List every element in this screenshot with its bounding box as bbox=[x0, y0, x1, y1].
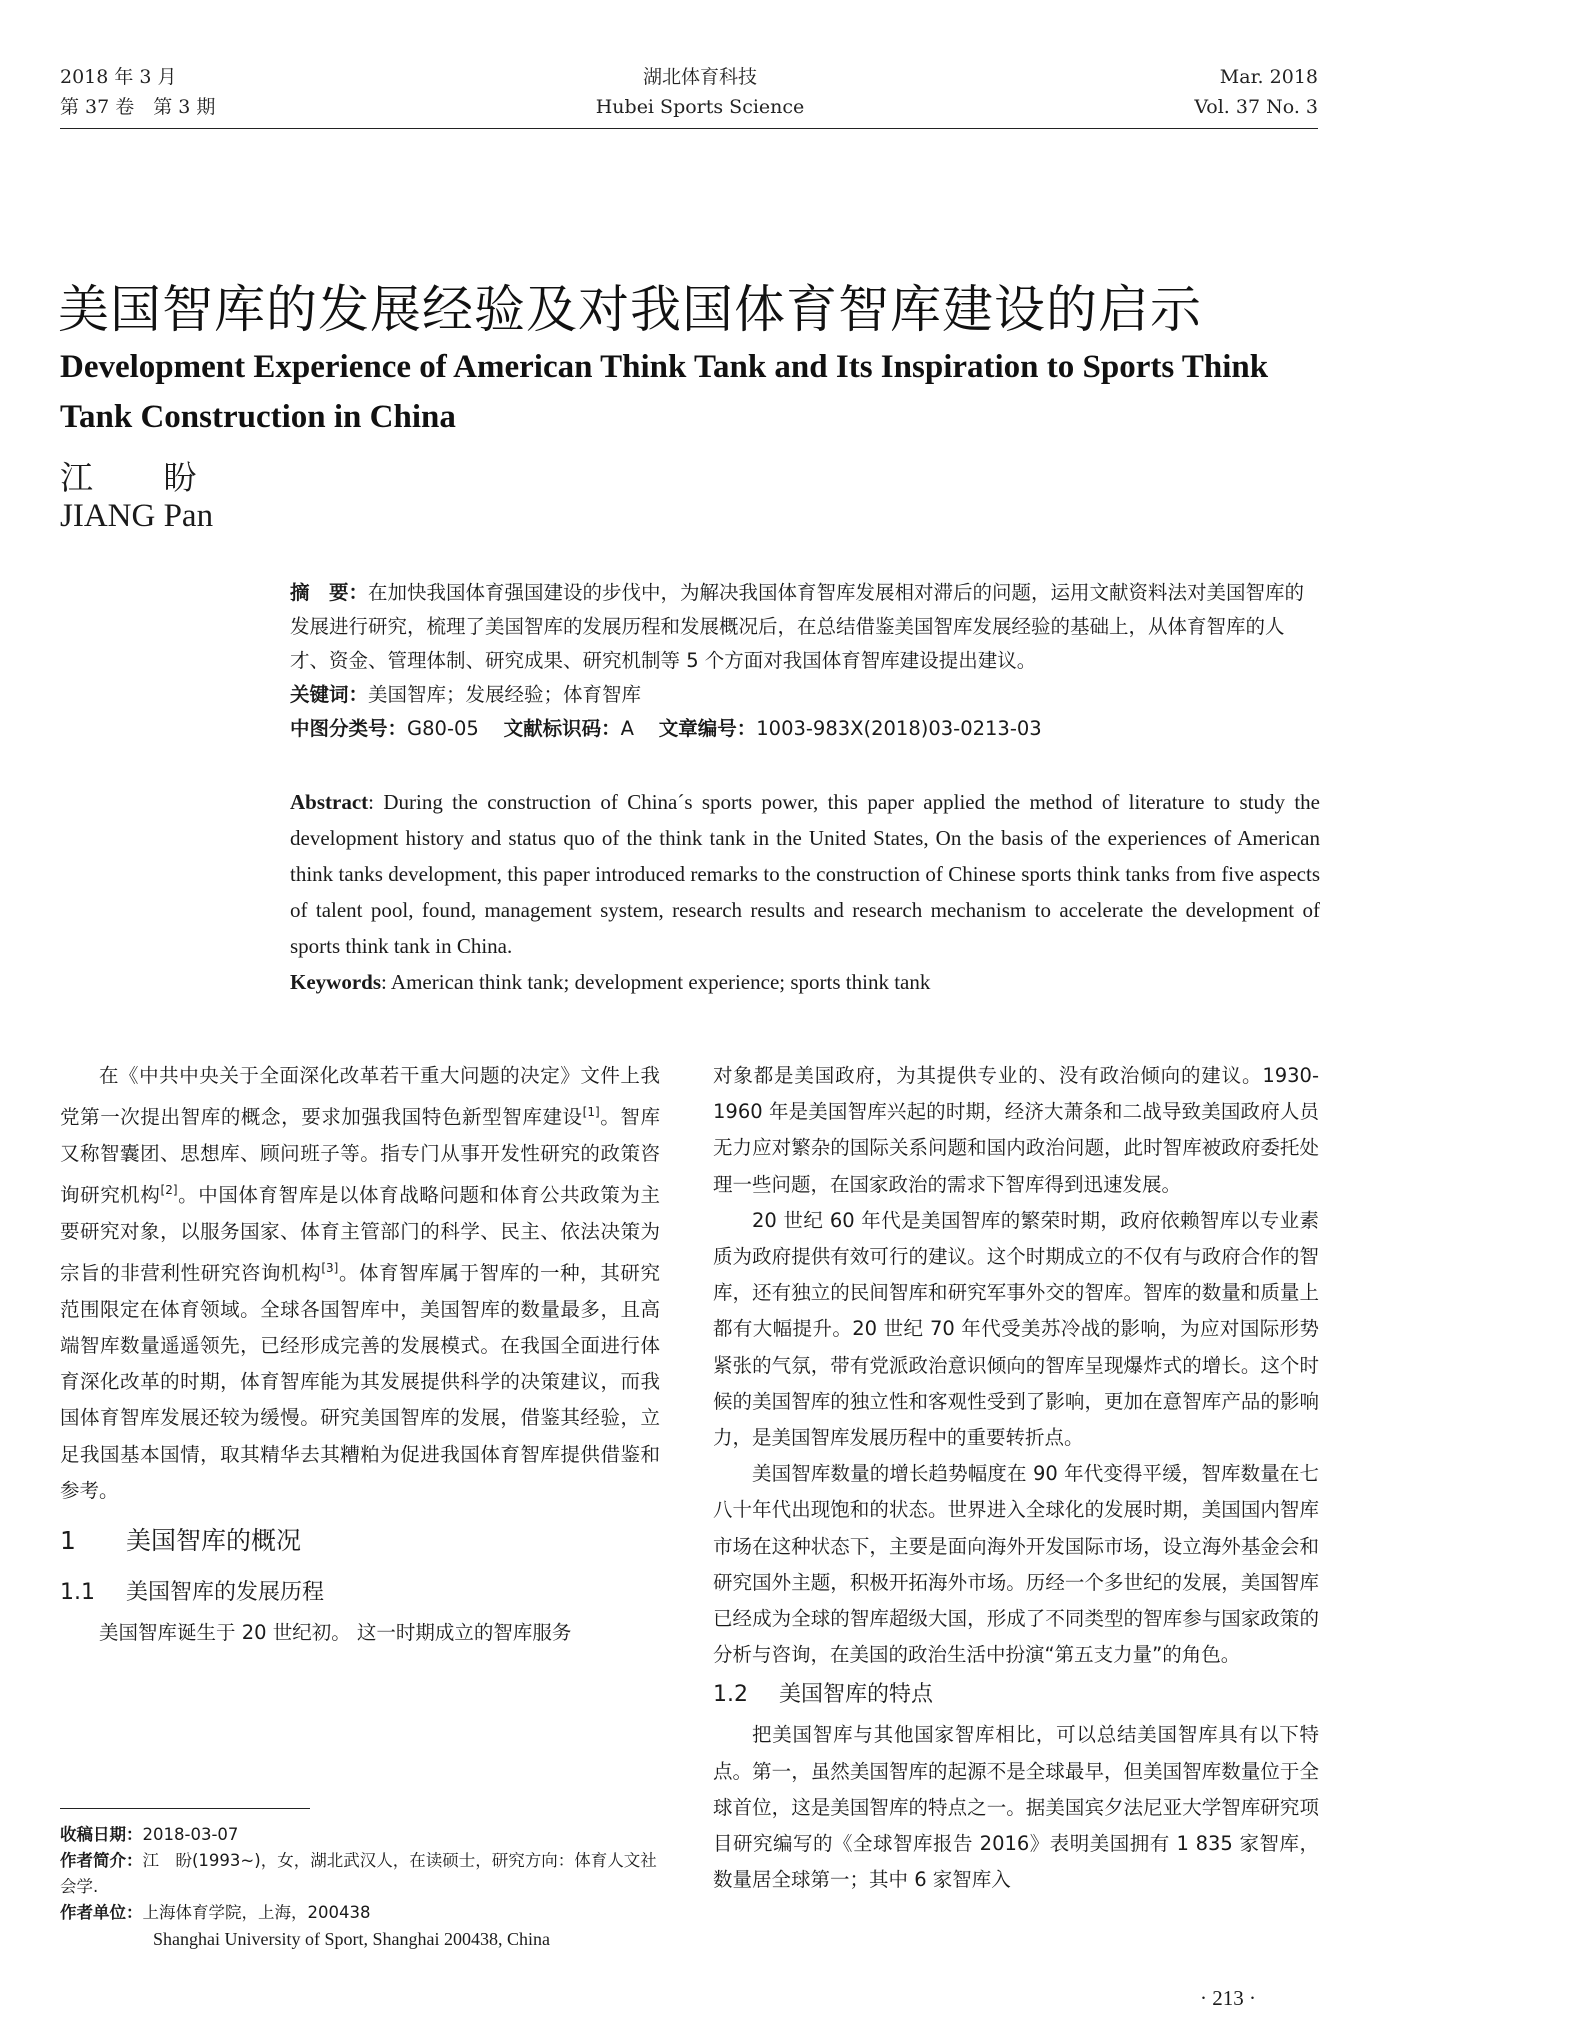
keywords-cn-text: 美国智库；发展经验；体育智库 bbox=[368, 683, 642, 706]
author-unit-en: Shanghai University of Sport, Shanghai 200438, China bbox=[153, 1929, 550, 1949]
keywords-cn-label: 关键词： bbox=[290, 683, 369, 706]
subsection-heading-1-2 bbox=[713, 1675, 1319, 1715]
keywords-en-text: : American think tank; development experience; sports think tank bbox=[381, 970, 931, 994]
received-date bbox=[60, 1822, 670, 1848]
abstract-en-label: Abstract bbox=[290, 790, 369, 814]
unit-label: 作者单位： bbox=[60, 1903, 143, 1922]
history-paragraph-60s: 20 世纪 60 年代是美国智库的繁荣时期，政府依赖智库以专业素质为政府提供有效可行的建议。这个时期成立的不仅有与政府合作的智库，还有独立的民间智库和研究军事外交的智库。智库的数量和质量上都有大幅提升。20 世纪 70 年代受美苏冷战的影响，为应对国际形势紧张的气氛，带有党派政治意识倾向的智库呈现爆炸式的增长。这个时候的美国智库的独立性和客观性受到了影响，更加在意智库产品的影响力，是美国智库发展历程中的重要转折点。 bbox=[713, 1208, 1319, 1450]
received-label: 收稿日期： bbox=[60, 1825, 143, 1844]
abstract-en bbox=[290, 784, 1320, 1000]
class-label: 中图分类号： bbox=[290, 717, 408, 740]
journal-name-cn: 湖北体育科技 bbox=[642, 66, 757, 88]
abstract-cn bbox=[290, 576, 1320, 746]
author-bio-label: 作者简介： bbox=[60, 1851, 143, 1870]
body-column-left bbox=[60, 1058, 660, 1651]
subsection-title: 美国智库的发展历程 bbox=[126, 1579, 325, 1605]
footnote bbox=[60, 1822, 670, 1952]
history-paragraph-90s: 美国智库数量的增长趋势幅度在 90 年代变得平缓，智库数量在七八十年代出现饱和的状态。世界进入全球化的发展时期，美国国内智库市场在这种状态下，主要是面向海外开发国际市场，设立海外基金会和研究国外主题，积极开拓海外市场。历经一个多世纪的发展，美国智库已经成为全球的智库超级大国，形成了不同类型的智库参与国家政策的分析与咨询，在美国的政治生活中扮演“第五支力量”的角色。 bbox=[713, 1462, 1319, 1667]
abstract-cn-label: 摘 要： bbox=[290, 581, 369, 604]
footnote-rule bbox=[60, 1808, 310, 1809]
keywords-en-label: Keywords bbox=[290, 970, 381, 994]
abstract-en-body bbox=[290, 784, 1320, 964]
subsection-number: 1.2 bbox=[713, 1682, 748, 1708]
author-bio bbox=[60, 1848, 670, 1900]
intro-paragraph bbox=[60, 1058, 660, 1509]
article-label: 文章编号： bbox=[658, 717, 757, 740]
classification-line bbox=[290, 712, 1320, 746]
abstract-cn-body bbox=[290, 576, 1320, 678]
abstract-cn-text: 在加快我国体育强国建设的步伐中，为解决我国体育智库发展相对滞后的问题，运用文献资料法对美国智库的发展进行研究，梳理了美国智库的发展历程和发展概况后，在总结借鉴美国智库发展经验的基础上，从体育智库的人才、资金、管理体制、研究成果、研究机制等 5 个方面对我国体育智库建设提出建议。 bbox=[290, 581, 1305, 672]
subsection-number: 1.1 bbox=[60, 1579, 95, 1605]
abstract-en-text: : During the construction of China´s sports power, this paper applied the method of literature to study the development history and status quo of the think tank in the United States, On the basis of the experiences of American think tanks development, this paper introduced remarks to the construction of Chinese sports think tanks from five aspects of talent pool, found, management system, research results and research mechanism to accelerate the development of sports think tank in China. bbox=[290, 790, 1320, 958]
section-title: 美国智库的概况 bbox=[126, 1525, 302, 1555]
article-title-cn: 美国智库的发展经验及对我国体育智库建设的启示 bbox=[58, 281, 1203, 340]
journal-name-en: Hubei Sports Science bbox=[595, 96, 805, 118]
class-value: G80-05 bbox=[407, 717, 479, 740]
intro-text-2: 。智库又称智囊团、思想库、顾问班子等。指专门从事开发性研究的政策咨询研究机构 bbox=[60, 1105, 660, 1207]
header-rule bbox=[60, 128, 1318, 129]
header-volume: 第 37 卷 第 3 期 bbox=[60, 96, 216, 118]
intro-text-4: 。体育智库属于智库的一种，其研究范围限定在体育领域。全球各国智库中，美国智库的数量最多，且高端智库数量遥遥领先，已经形成完善的发展模式。在我国全面进行体育深化改革的时期，体育智库能为其发展提供科学的决策建议，而我国体育智库发展还较为缓慢。研究美国智库的发展，借鉴其经验，立足我国基本国情，取其精华去其糟粕为促进我国体育智库提供借鉴和参考。 bbox=[60, 1261, 660, 1502]
keywords-cn bbox=[290, 678, 1320, 712]
header-date: 2018 年 3 月 bbox=[60, 66, 177, 88]
citation-1: [1] bbox=[582, 1105, 600, 1120]
journal-date-volume-en bbox=[1194, 62, 1318, 122]
body-column-right bbox=[713, 1058, 1319, 1898]
section-number: 1 bbox=[60, 1525, 76, 1555]
intro-text-1: 在《中共中央关于全面深化改革若干重大问题的决定》文件上我党第一次提出智库的概念，要求加强我国特色新型智库建设 bbox=[60, 1064, 660, 1129]
author-name-cn: 江 盼 bbox=[60, 458, 227, 497]
unit-value: 上海体育学院，上海，200438 bbox=[142, 1903, 371, 1922]
doc-label: 文献标识码： bbox=[503, 717, 621, 740]
author-name-en: JIANG Pan bbox=[60, 498, 214, 534]
header-volume-en: Vol. 37 No. 3 bbox=[1194, 96, 1318, 118]
section-heading-1 bbox=[60, 1517, 660, 1565]
features-paragraph: 把美国智库与其他国家智库相比，可以总结美国智库具有以下特点。第一，虽然美国智库的起源不是全球最早，但美国智库数量位于全球首位，这是美国智库的特点之一。据美国宾夕法尼亚大学智库研究项目研究编写的《全球智库报告 2016》表明美国拥有 1 835 家智库，数量居全球第一；其中 6 家智库入 bbox=[713, 1723, 1319, 1892]
article-value: 1003-983X(2018)03-0213-03 bbox=[756, 717, 1042, 740]
page-number: · 213 · bbox=[1200, 1986, 1256, 2010]
keywords-en bbox=[290, 964, 1320, 1000]
history-paragraph-cont: 对象都是美国政府，为其提供专业的、没有政治倾向的建议。1930-1960 年是美国智库兴起的时期，经济大萧条和二战导致美国政府人员无力应对繁杂的国际关系问题和国内政治问题，此时智库被政府委托处理一些问题，在国家政治的需求下智库得到迅速发展。 bbox=[713, 1064, 1319, 1196]
journal-date-volume bbox=[60, 62, 215, 122]
intro-text-3: 。中国体育智库是以体育战略问题和体育公共政策为主要研究对象，以服务国家、体育主管部门的科学、民主、依法决策为宗旨的非营利性研究咨询机构 bbox=[60, 1183, 660, 1285]
author-bio-value: 江 盼(1993~)，女，湖北武汉人，在读硕士，研究方向：体育人文社会学. bbox=[60, 1851, 657, 1896]
history-paragraph-start: 美国智库诞生于 20 世纪初。 这一时期成立的智库服务 bbox=[99, 1620, 572, 1644]
journal-name bbox=[500, 62, 900, 122]
article-title-en: Development Experience of American Think Tank and Its Inspiration to Sports Think Tank Construction in China bbox=[60, 349, 1269, 435]
author-unit bbox=[60, 1900, 670, 1926]
citation-3: [3] bbox=[321, 1261, 339, 1276]
header-date-en: Mar. 2018 bbox=[1219, 66, 1318, 88]
citation-2: [2] bbox=[160, 1183, 178, 1198]
subsection-title: 美国智库的特点 bbox=[779, 1682, 934, 1708]
subsection-heading-1-1 bbox=[60, 1573, 660, 1613]
doc-value: A bbox=[620, 717, 634, 740]
received-value: 2018-03-07 bbox=[142, 1825, 239, 1844]
